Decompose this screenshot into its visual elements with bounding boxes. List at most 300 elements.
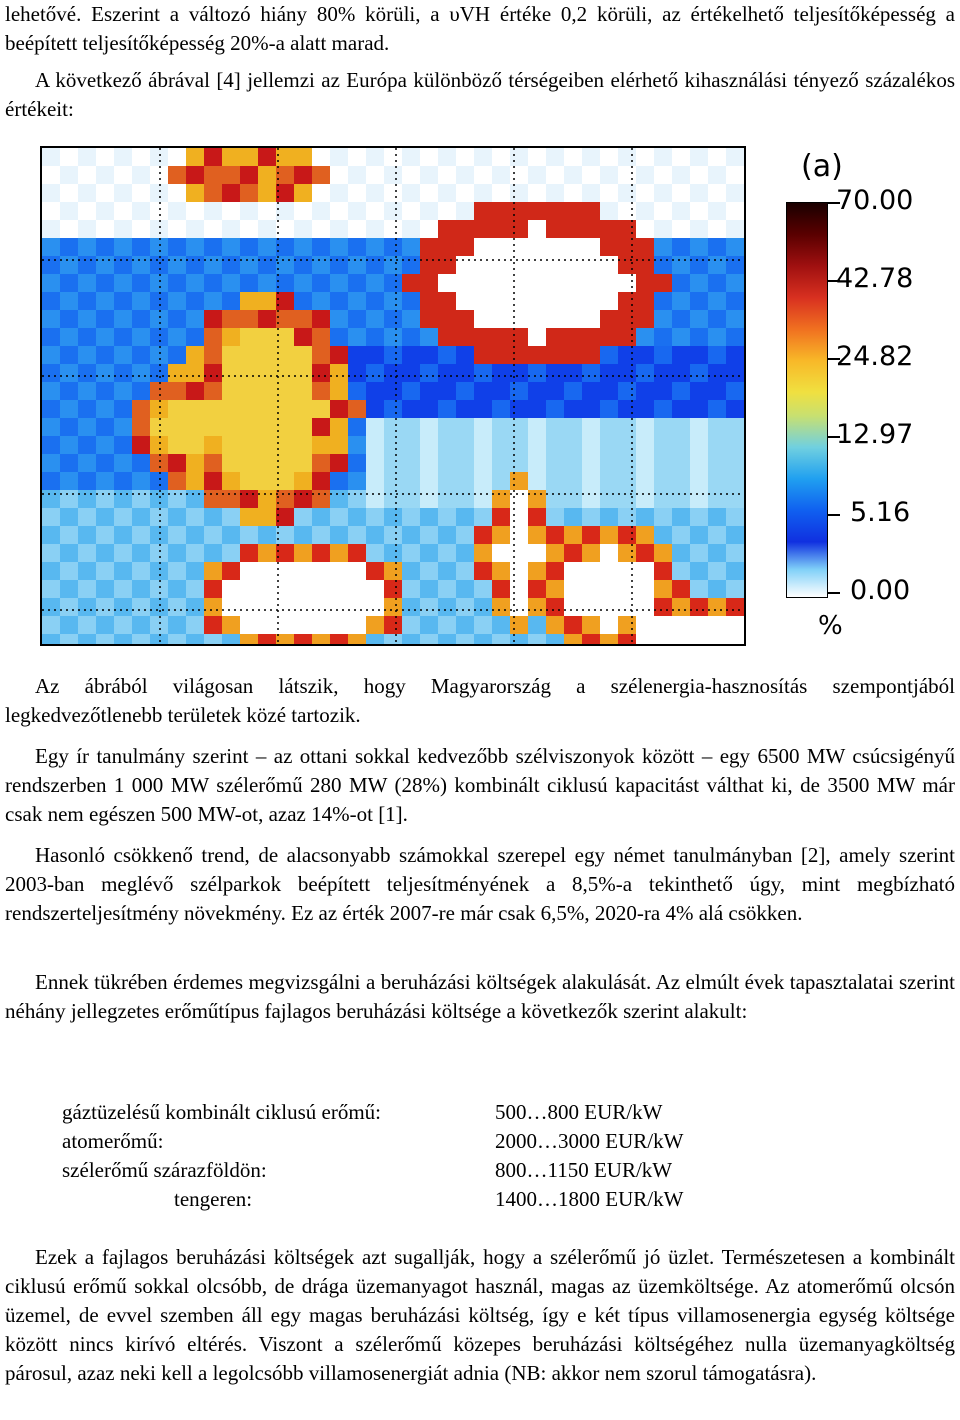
map-cell (186, 220, 204, 238)
map-cell (672, 472, 690, 490)
map-cell (366, 292, 384, 310)
map-cell (258, 202, 276, 220)
map-cell (96, 292, 114, 310)
map-cell (726, 274, 744, 292)
map-cell (312, 202, 330, 220)
map-cell (708, 418, 726, 436)
map-cell (240, 634, 258, 644)
map-cell (222, 562, 240, 580)
map-cell (654, 418, 672, 436)
map-cell (510, 436, 528, 454)
map-cell (384, 346, 402, 364)
map-cell (546, 598, 564, 616)
map-cell (510, 148, 528, 166)
map-cell (96, 598, 114, 616)
map-cell (330, 238, 348, 256)
map-cell (330, 508, 348, 526)
map-cell (654, 634, 672, 644)
map-cell (312, 292, 330, 310)
map-cell (708, 346, 726, 364)
map-cell (402, 328, 420, 346)
map-cell (528, 598, 546, 616)
map-cell (438, 274, 456, 292)
map-cell (492, 508, 510, 526)
map-cell (312, 364, 330, 382)
map-cell (636, 508, 654, 526)
map-cell (672, 238, 690, 256)
map-cell (582, 184, 600, 202)
map-cell (420, 346, 438, 364)
map-cell (276, 544, 294, 562)
map-cell (258, 256, 276, 274)
map-cell (78, 400, 96, 418)
map-cell (366, 184, 384, 202)
map-cell (618, 400, 636, 418)
map-cell (420, 274, 438, 292)
map-cell (438, 508, 456, 526)
map-cell (366, 310, 384, 328)
map-cell (276, 292, 294, 310)
map-cell (402, 454, 420, 472)
map-cell (690, 544, 708, 562)
map-cell (186, 490, 204, 508)
map-cell (690, 580, 708, 598)
map-cell (726, 490, 744, 508)
map-cell (240, 364, 258, 382)
map-cell (258, 508, 276, 526)
map-cell (294, 634, 312, 644)
map-cell (258, 616, 276, 634)
map-cell (474, 238, 492, 256)
map-cell (96, 220, 114, 238)
map-cell (636, 292, 654, 310)
map-cell (636, 616, 654, 634)
map-cell (474, 490, 492, 508)
map-cell (672, 508, 690, 526)
map-cell (168, 220, 186, 238)
map-cell (402, 292, 420, 310)
map-cell (546, 544, 564, 562)
map-cell (204, 256, 222, 274)
map-cell (528, 256, 546, 274)
map-cell (294, 256, 312, 274)
map-cell (366, 148, 384, 166)
map-cell (564, 544, 582, 562)
map-cell (294, 220, 312, 238)
map-cell (528, 634, 546, 644)
map-cell (78, 346, 96, 364)
map-cell (420, 418, 438, 436)
map-cell (528, 166, 546, 184)
map-cell (528, 436, 546, 454)
map-cell (186, 544, 204, 562)
map-cell (564, 508, 582, 526)
map-cell (726, 616, 744, 634)
map-cell (492, 472, 510, 490)
map-cell (222, 598, 240, 616)
map-cell (672, 454, 690, 472)
map-cell (132, 148, 150, 166)
map-cell (258, 562, 276, 580)
map-cell (222, 202, 240, 220)
map-cell (402, 508, 420, 526)
map-cell (654, 166, 672, 184)
map-cell (276, 562, 294, 580)
map-cell (510, 580, 528, 598)
map-cell (42, 526, 60, 544)
map-cell (114, 148, 132, 166)
map-cell (420, 364, 438, 382)
map-cell (366, 274, 384, 292)
map-cell (384, 544, 402, 562)
map-cell (438, 580, 456, 598)
map-cell (402, 400, 420, 418)
map-cell (474, 598, 492, 616)
map-cell (330, 472, 348, 490)
map-cell (42, 562, 60, 580)
map-cell (114, 472, 132, 490)
map-cell (132, 544, 150, 562)
map-cell (60, 472, 78, 490)
map-cell (690, 382, 708, 400)
map-cell (510, 256, 528, 274)
map-cell (474, 256, 492, 274)
map-cell (438, 526, 456, 544)
map-cell (366, 580, 384, 598)
map-cell (672, 400, 690, 418)
map-cell (456, 310, 474, 328)
map-cell (384, 490, 402, 508)
map-cell (168, 310, 186, 328)
map-cell (114, 184, 132, 202)
map-cell (150, 220, 168, 238)
map-cell (726, 166, 744, 184)
map-cell (96, 256, 114, 274)
map-cell (204, 364, 222, 382)
map-cell (222, 274, 240, 292)
map-cell (384, 472, 402, 490)
map-cell (456, 238, 474, 256)
map-cell (438, 202, 456, 220)
map-cell (654, 508, 672, 526)
map-cell (78, 364, 96, 382)
map-cell (546, 562, 564, 580)
map-cell (384, 436, 402, 454)
map-cell (636, 346, 654, 364)
map-cell (582, 634, 600, 644)
map-cell (42, 616, 60, 634)
map-cell (276, 490, 294, 508)
map-cell (132, 508, 150, 526)
map-cell (708, 184, 726, 202)
map-cell (366, 544, 384, 562)
map-cell (528, 562, 546, 580)
map-cell (636, 580, 654, 598)
map-cell (528, 490, 546, 508)
map-cell (636, 472, 654, 490)
map-cell (330, 202, 348, 220)
map-cell (474, 616, 492, 634)
map-cell (186, 436, 204, 454)
map-cell (60, 598, 78, 616)
map-cell (186, 562, 204, 580)
map-cell (294, 598, 312, 616)
map-cell (60, 400, 78, 418)
map-cell (582, 454, 600, 472)
map-cell (114, 364, 132, 382)
map-cell (474, 472, 492, 490)
map-cell (168, 562, 186, 580)
map-cell (132, 580, 150, 598)
map-cell (114, 346, 132, 364)
map-cell (690, 292, 708, 310)
map-cell (690, 148, 708, 166)
map-cell (618, 382, 636, 400)
map-cell (492, 274, 510, 292)
map-cell (618, 256, 636, 274)
map-cell (546, 274, 564, 292)
map-cell (510, 490, 528, 508)
map-cell (492, 436, 510, 454)
map-cell (294, 418, 312, 436)
map-cell (438, 292, 456, 310)
map-cell (240, 562, 258, 580)
map-cell (258, 220, 276, 238)
map-cell (582, 220, 600, 238)
map-cell (114, 418, 132, 436)
map-cell (258, 148, 276, 166)
map-cell (582, 346, 600, 364)
map-cell (708, 616, 726, 634)
map-cell (222, 472, 240, 490)
map-cell (654, 310, 672, 328)
map-cell (636, 238, 654, 256)
map-cell (456, 616, 474, 634)
cost-label: tengeren: (174, 1187, 253, 1211)
map-cell (708, 562, 726, 580)
paragraph-hungary: Az ábrából világosan látszik, hogy Magyarország a szélenergia-hasznosítás szempontjából legkedvezőtlenebb területek közé tartozik. (5, 674, 955, 727)
map-cell (456, 328, 474, 346)
map-cell (276, 382, 294, 400)
map-cell (708, 526, 726, 544)
map-cell (222, 328, 240, 346)
map-cell (384, 202, 402, 220)
map-cell (438, 148, 456, 166)
map-cell (240, 274, 258, 292)
map-cell (312, 634, 330, 644)
map-cell (636, 598, 654, 616)
map-cell (600, 580, 618, 598)
map-cell (42, 382, 60, 400)
map-cell (168, 526, 186, 544)
map-cell (330, 526, 348, 544)
colorbar-tick (828, 514, 840, 516)
map-cell (366, 382, 384, 400)
map-cell (474, 382, 492, 400)
map-cell (132, 490, 150, 508)
map-cell (330, 292, 348, 310)
map-cell (222, 454, 240, 472)
map-cell (114, 616, 132, 634)
map-cell (132, 346, 150, 364)
map-cell (600, 634, 618, 644)
map-cell (654, 292, 672, 310)
map-cell (510, 562, 528, 580)
map-cell (564, 148, 582, 166)
map-cell (384, 508, 402, 526)
map-cell (636, 544, 654, 562)
panel-label: (a) (801, 149, 843, 184)
map-cell (96, 346, 114, 364)
map-cell (492, 148, 510, 166)
map-cell (204, 220, 222, 238)
map-cell (456, 526, 474, 544)
map-cell (204, 472, 222, 490)
map-cell (132, 454, 150, 472)
colorbar-tick (828, 592, 840, 594)
map-cell (204, 490, 222, 508)
map-cell (708, 490, 726, 508)
map-cell (78, 544, 96, 562)
map-cell (114, 220, 132, 238)
map-cell (294, 580, 312, 598)
map-cell (672, 202, 690, 220)
map-cell (150, 274, 168, 292)
map-cell (600, 418, 618, 436)
map-cell (546, 346, 564, 364)
map-cell (456, 634, 474, 644)
map-cell (294, 292, 312, 310)
map-cell (582, 490, 600, 508)
map-cell (564, 400, 582, 418)
map-cell (384, 400, 402, 418)
map-cell (348, 364, 366, 382)
map-cell (402, 562, 420, 580)
map-cell (222, 490, 240, 508)
map-cell (582, 562, 600, 580)
map-cell (690, 202, 708, 220)
map-cell (564, 346, 582, 364)
map-cell (600, 256, 618, 274)
map-cell (636, 634, 654, 644)
map-cell (726, 310, 744, 328)
map-cell (42, 346, 60, 364)
map-cell (168, 418, 186, 436)
map-cell (132, 328, 150, 346)
paragraph-conclusion: Ezek a fajlagos beruházási költségek azt sugallják, hogy a szélerőmű jó üzlet. Természetesen a kombinált ciklusú erőmű sokkal olcsóbb, de drága üzemanyagot használ, magas az üzemköltsége. Az atomerőmű olcsón üzemel, de evvel szemben áll egy magas beruházási költség, így e két típus villamosenergia egység költsége között nincs kirívó eltérés. Viszont a szélerőmű közepes beruházási költségéhez nulla üzemanyagköltség párosul, azaz neki kell a legolcsóbb villamosenergiát adnia (NB: akkor nem szorul támogatásra). (5, 1245, 955, 1385)
map-cell (60, 148, 78, 166)
map-cell (240, 256, 258, 274)
map-cell (294, 454, 312, 472)
map-cell (402, 220, 420, 238)
colorbar-label: 12.97 (836, 419, 914, 450)
map-cell (456, 508, 474, 526)
map-cell (618, 184, 636, 202)
map-cell (510, 616, 528, 634)
map-cell (708, 580, 726, 598)
map-cell (546, 148, 564, 166)
map-cell (708, 274, 726, 292)
map-cell (204, 580, 222, 598)
map-cell (222, 634, 240, 644)
map-cell (96, 184, 114, 202)
map-cell (564, 598, 582, 616)
map-cell (438, 220, 456, 238)
map-cell (78, 472, 96, 490)
map-cell (582, 472, 600, 490)
map-cell (402, 166, 420, 184)
map-cell (150, 202, 168, 220)
map-cell (546, 202, 564, 220)
map-cell (222, 508, 240, 526)
map-cell (708, 382, 726, 400)
map-cell (222, 436, 240, 454)
map-cell (528, 364, 546, 382)
map-cell (60, 562, 78, 580)
map-cell (510, 526, 528, 544)
map-cell (240, 418, 258, 436)
map-cell (510, 202, 528, 220)
map-cell (60, 184, 78, 202)
map-cell (546, 580, 564, 598)
map-cell (276, 364, 294, 382)
map-cell (510, 166, 528, 184)
colorbar-label: 70.00 (836, 185, 914, 216)
map-cell (420, 400, 438, 418)
map-cell (492, 616, 510, 634)
map-cell (42, 238, 60, 256)
map-cell (330, 346, 348, 364)
map-cell (366, 238, 384, 256)
map-cell (60, 328, 78, 346)
map-cell (672, 616, 690, 634)
map-cell (186, 454, 204, 472)
map-cell (438, 346, 456, 364)
map-cell (366, 562, 384, 580)
map-cell (726, 598, 744, 616)
map-cell (312, 616, 330, 634)
map-cell (510, 400, 528, 418)
map-cell (168, 634, 186, 644)
map-cell (204, 382, 222, 400)
map-cell (276, 148, 294, 166)
map-cell (42, 184, 60, 202)
map-cell (222, 346, 240, 364)
map-cell (294, 472, 312, 490)
map-cell (348, 256, 366, 274)
map-cell (726, 328, 744, 346)
map-cell (366, 256, 384, 274)
map-cell (708, 292, 726, 310)
map-cell (240, 346, 258, 364)
cost-row (62, 1156, 862, 1185)
map-cell (222, 310, 240, 328)
map-cell (618, 220, 636, 238)
map-cell (582, 418, 600, 436)
map-cell (672, 346, 690, 364)
paragraph-investment: Ennek tükrében érdemes megvizsgálni a beruházási költségek alakulását. Az elmúlt évek tapasztalatai szerint néhány jellegzetes erőműtípus fajlagos beruházási költsége a következők szerint alakult: (5, 970, 955, 1023)
map-cell (294, 166, 312, 184)
map-cell (78, 436, 96, 454)
map-cell (618, 238, 636, 256)
map-cell (708, 328, 726, 346)
map-cell (78, 274, 96, 292)
map-cell (564, 418, 582, 436)
map-cell (276, 436, 294, 454)
map-cell (420, 526, 438, 544)
map-cell (420, 310, 438, 328)
map-cell (312, 598, 330, 616)
